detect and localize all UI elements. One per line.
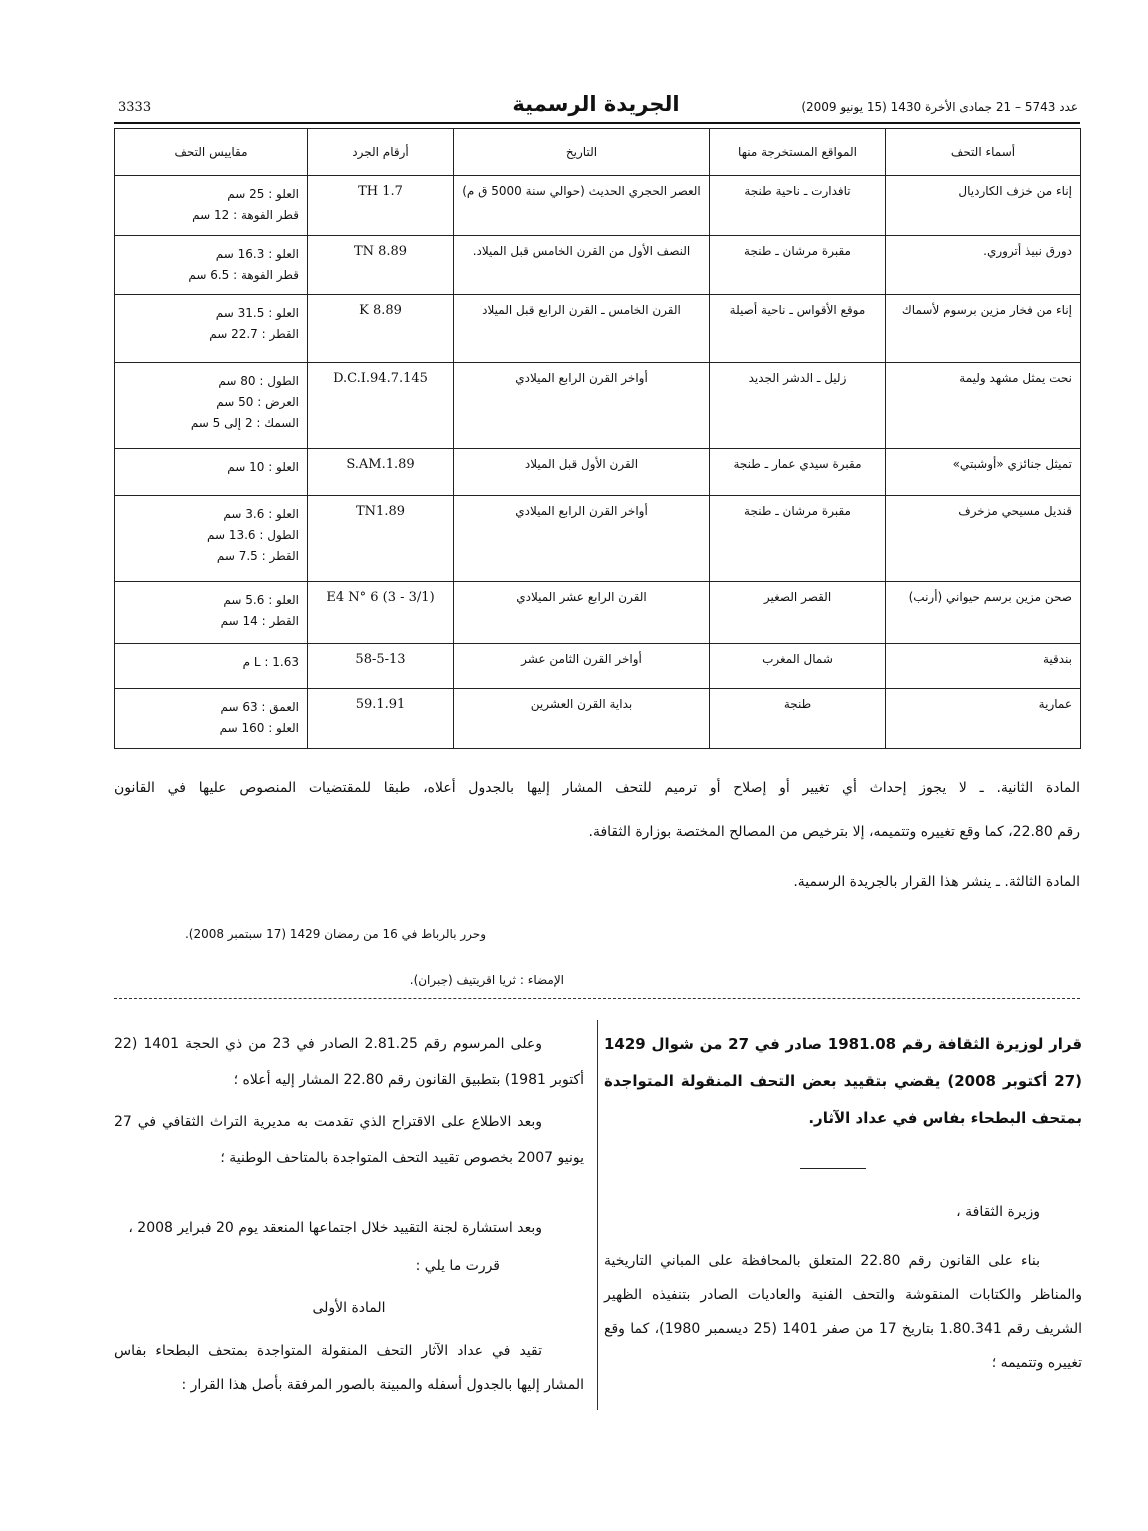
cell-measures: [115, 689, 308, 749]
cell-site: مقبرة مرشان ـ طنجة: [710, 236, 886, 295]
measure-line: العلو : 25 سم: [227, 187, 299, 201]
header-measures: مقاييس التحف: [115, 129, 308, 176]
cell-inventory: D.C.I.94.7.145: [308, 363, 454, 449]
article-3: المادة الثالثة. ـ ينشر هذا القرار بالجريدة الرسمية.: [793, 874, 1080, 890]
cell-site: القصر الصغير: [710, 582, 886, 644]
page-header: [114, 92, 1078, 122]
measure-line: L : 1.63 م: [242, 655, 299, 669]
measure-line: العلو : 31.5 سم: [215, 306, 299, 320]
cell-date: النصف الأول من القرن الخامس قبل الميلاد.: [454, 236, 710, 295]
cell-name: قنديل مسيحي مزخرف: [886, 496, 1081, 582]
cell-measures: [115, 644, 308, 689]
section-divider: [114, 998, 1080, 999]
table-row: [115, 176, 1081, 236]
measure-line: العلو : 16.3 سم: [215, 247, 299, 261]
decree-para-1: بناء على القانون رقم 22.80 المتعلق بالمحافظة على المباني التاريخية والمناظر والكتابات المنقوشة والتحف الفنية والعاديات الصادر بتنفيذه الظهير الشريف رقم 1.80.341 بتاريخ 17 من صفر 1401 (25 ديسمبر 1980)، كما وقع تغييره وتتميمه ؛: [604, 1253, 1082, 1371]
cell-inventory: K 8.89: [308, 295, 454, 363]
cell-date: القرن الأول قبل الميلاد: [454, 449, 710, 496]
issue-info: عدد 5743 – 21 جمادى الأخرة 1430 (15 يونيو 2009): [801, 100, 1078, 114]
measure-line: الطول : 80 سم: [218, 374, 299, 388]
cell-name: إناء من خزف الكارديال: [886, 176, 1081, 236]
measure-line: القطر : 22.7 سم: [209, 327, 299, 341]
header-inventory: أرقام الجرد: [308, 129, 454, 176]
cell-date: بداية القرن العشرين: [454, 689, 710, 749]
title-rule: [800, 1168, 866, 1169]
table-row: [115, 363, 1081, 449]
measure-line: العرض : 50 سم: [216, 395, 299, 409]
article-2: [114, 766, 1080, 854]
cell-inventory: TH 1.7: [308, 176, 454, 236]
gazette-title: الجريدة الرسمية: [512, 92, 680, 116]
measure-line: القطر : 7.5 سم: [216, 549, 299, 563]
measure-line: الطول : 13.6 سم: [206, 528, 299, 542]
cell-site: مقبرة مرشان ـ طنجة: [710, 496, 886, 582]
cell-name: نحت يمثل مشهد وليمة: [886, 363, 1081, 449]
artifacts-table: [114, 128, 1081, 749]
dated-line: وحرر بالرباط في 16 من رمضان 1429 (17 سبتمبر 2008).: [184, 927, 486, 941]
cell-date: العصر الحجري الحديث (حوالي سنة 5000 ق م): [454, 176, 710, 236]
decree-minister: وزيرة الثقافة ،: [956, 1204, 1040, 1220]
cell-measures: [115, 363, 308, 449]
cell-measures: [115, 295, 308, 363]
decree-para-4: وبعد استشارة لجنة التقييد خلال اجتماعها المنعقد يوم 20 فبراير 2008 ،: [128, 1220, 542, 1236]
cell-name: بندقية: [886, 644, 1081, 689]
measure-line: العلو : 160 سم: [219, 721, 299, 735]
cell-name: صحن مزين برسم حيواني (أرنب): [886, 582, 1081, 644]
article-2-line-2: رقم 22.80، كما وقع تغييره وتتميمه، إلا بترخيص من المصالح المختصة بوزارة الثقافة.: [588, 824, 1080, 840]
cell-measures: [115, 236, 308, 295]
header-sites: المواقع المستخرجة منها: [710, 129, 886, 176]
cell-measures: [115, 496, 308, 582]
cell-measures: [115, 176, 308, 236]
cell-inventory: E4 N° 6 (3 - 3/1): [308, 582, 454, 644]
measure-line: السمك : 2 إلى 5 سم: [190, 416, 299, 430]
cell-name: إناء من فخار مزين برسوم لأسماك: [886, 295, 1081, 363]
table-row: [115, 644, 1081, 689]
cell-site: طنجة: [710, 689, 886, 749]
measure-line: العمق : 63 سم: [220, 700, 299, 714]
cell-site: موقع الأقواس ـ ناحية أصيلة: [710, 295, 886, 363]
decided-line: قررت ما يلي :: [415, 1258, 500, 1274]
article-1-text: تقيد في عداد الآثار التحف المنقولة المتواجدة بمتحف البطحاء بفاس المشار إليها بالجدول أسفله والمبينة بالصور المرفقة بأصل هذا القرار :: [114, 1343, 584, 1393]
cell-inventory: S.AM.1.89: [308, 449, 454, 496]
cell-measures: [115, 449, 308, 496]
cell-date: أواخر القرن الرابع الميلادي: [454, 496, 710, 582]
table-row: [115, 689, 1081, 749]
cell-name: دورق نبيذ أتروري.: [886, 236, 1081, 295]
measure-line: قطر الفوهة : 12 سم: [192, 208, 299, 222]
cell-inventory: TN1.89: [308, 496, 454, 582]
measure-line: العلو : 10 سم: [227, 460, 299, 474]
cell-measures: [115, 582, 308, 644]
signature-line: الإمضاء : ثريا اقريتيف (جبران).: [409, 973, 564, 987]
page-number: 3333: [118, 100, 152, 115]
decree-para-3: وبعد الاطلاع على الاقتراح الذي تقدمت به مديرية التراث الثقافي في 27 يونيو 2007 بخصوص تقييد التحف المتواجدة بالمتاحف الوطنية ؛: [114, 1114, 584, 1166]
table-row: [115, 236, 1081, 295]
cell-site: شمال المغرب: [710, 644, 886, 689]
cell-date: القرن الخامس ـ القرن الرابع قبل الميلاد: [454, 295, 710, 363]
cell-site: تافدارت ـ ناحية طنجة: [710, 176, 886, 236]
column-divider: [597, 1020, 598, 1410]
header-names: أسماء التحف: [886, 129, 1081, 176]
cell-site: مقبرة سيدي عمار ـ طنجة: [710, 449, 886, 496]
article-1-title: المادة الأولى: [312, 1300, 386, 1316]
decree-title: قرار لوزيرة الثقافة رقم 1981.08 صادر في 27 من شوال 1429 (27 أكتوبر 2008) يقضي بتقييد بعض التحف المنقولة المتواجدة بمتحف البطحاء بفاس في عداد الآثار.: [604, 1035, 1083, 1127]
cell-inventory: 59.1.91: [308, 689, 454, 749]
table-row: [115, 449, 1081, 496]
measure-line: قطر الفوهة : 6.5 سم: [188, 268, 299, 282]
measure-line: العلو : 5.6 سم: [223, 593, 299, 607]
table-row: [115, 582, 1081, 644]
cell-date: أواخر القرن الثامن عشر: [454, 644, 710, 689]
table-row: [115, 295, 1081, 363]
table-row: [115, 496, 1081, 582]
measure-line: القطر : 14 سم: [220, 614, 299, 628]
table-header-row: [115, 129, 1081, 176]
cell-name: عمارية: [886, 689, 1081, 749]
cell-inventory: TN 8.89: [308, 236, 454, 295]
cell-site: زليل ـ الدشر الجديد: [710, 363, 886, 449]
measure-line: العلو : 3.6 سم: [223, 507, 299, 521]
cell-date: القرن الرابع عشر الميلادي: [454, 582, 710, 644]
header-rule: [114, 122, 1080, 124]
cell-name: تميثل جنائزي «أوشبتي»: [886, 449, 1081, 496]
article-2-line-1: المادة الثانية. ـ لا يجوز إحداث أي تغيير أو إصلاح أو ترميم للتحف المشار إليها بالجدول أعلاه، طبقا للمقتضيات المنصوص عليها في القانون: [114, 780, 1080, 796]
header-date: التاريخ: [454, 129, 710, 176]
decree-para-2: وعلى المرسوم رقم 2.81.25 الصادر في 23 من ذي الحجة 1401 (22 أكتوبر 1981) بتطبيق القانون رقم 22.80 المشار إليه أعلاه ؛: [114, 1036, 584, 1088]
cell-inventory: 58-5-13: [308, 644, 454, 689]
cell-date: أواخر القرن الرابع الميلادي: [454, 363, 710, 449]
